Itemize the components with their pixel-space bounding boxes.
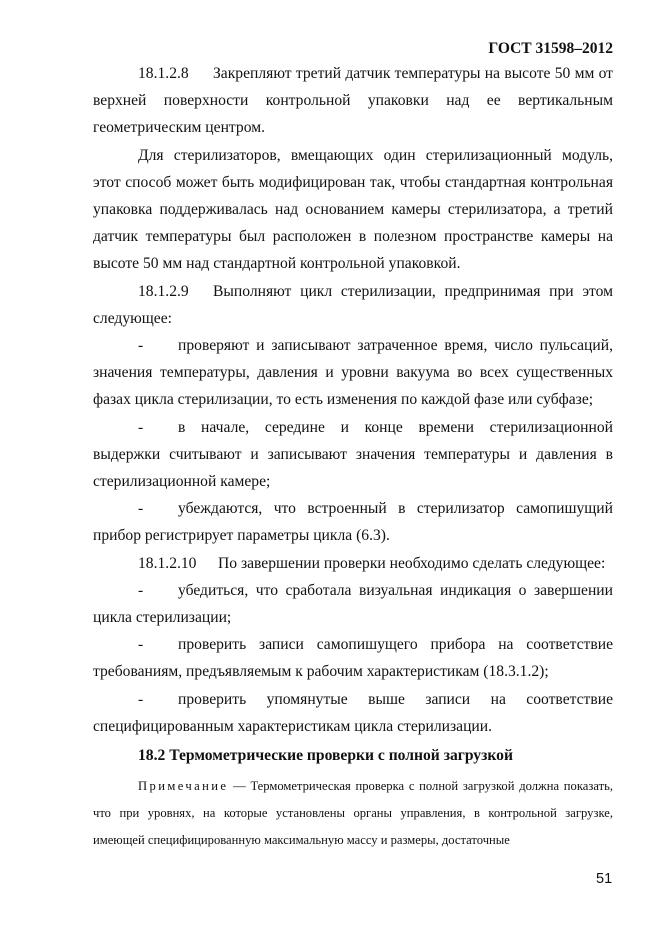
clause-number: 18.1.2.8 (138, 65, 189, 82)
note-paragraph (93, 773, 613, 853)
paragraph-18-1-2-10 (93, 550, 613, 577)
list-item-text: в начале, середине и конце времени стерилизационной выдержки считывают и записывают значения температуры и давления в стерилизационной камере; (93, 418, 613, 491)
paragraph-text: Закрепляют третий датчик температуры на высоте 50 мм от верхней поверхности контрольной упаковки над ее вертикальным геометрическим центром. (93, 65, 613, 137)
list-item (93, 495, 613, 549)
paragraph-single-module (93, 142, 613, 278)
list-item-text: проверить упомянутые выше записи на соответствие специфицированным характеристикам цикла стерилизации. (93, 690, 613, 735)
paragraph-text: По завершении проверки необходимо сделать следующее: (218, 554, 606, 572)
note-dash: — (233, 779, 246, 794)
list-item (93, 332, 613, 414)
list-item (93, 414, 613, 496)
paragraph-text: Выполняют цикл стерилизации, предпринимая при этом следующее: (93, 282, 613, 327)
list-item (93, 631, 613, 685)
list-item-text: проверить записи самопишущего прибора на соответствие требованиям, предъявляемым к рабочим характеристикам (18.3.1.2); (93, 636, 613, 681)
paragraph-text: Для стерилизаторов, вмещающих один стерилизационный модуль, этот способ может быть модифицирован так, чтобы стандартная контрольная упаковка поддерживалась над основанием камеры стерилизатора, а третий датчик температуры был расположен в полезном пространстве камеры на высоте 50 мм над стандартной контрольной упаковкой. (93, 146, 613, 273)
clause-number: 18.1.2.9 (138, 282, 189, 300)
paragraph-18-1-2-9 (93, 278, 613, 332)
page-number: 51 (596, 871, 613, 887)
list-dash: - (138, 500, 144, 518)
list-item-text: убеждаются, что встроенный в стерилизатор самопишущий прибор регистрирует параметры цикла (6.3). (93, 500, 613, 545)
list-dash: - (138, 337, 144, 355)
list-dash: - (138, 690, 144, 708)
list-item-text: проверяют и записывают затраченное время, число пульсаций, значения температуры, давления и уровни вакуума во всех существенных фазах цикла стерилизации, то есть изменения по каждой фазе или субфазе; (93, 337, 613, 409)
clause-number: 18.1.2.10 (138, 554, 197, 572)
note-label: Примечание (138, 779, 229, 794)
list-item-text: убедиться, что сработала визуальная индикация о завершении цикла стерилизации; (93, 581, 613, 627)
list-item (93, 686, 613, 740)
section-heading: 18.2 Термометрические проверки с полной загрузкой (138, 747, 513, 765)
list-dash: - (138, 636, 144, 654)
list-dash: - (138, 418, 144, 436)
paragraph-18-1-2-8 (93, 60, 613, 142)
note-text: Термометрическая проверка с полной загрузкой должна показать, что при уровнях, на которые установлены органы управления, в контрольной загрузке, имеющей специфицированную максимальную массу и размеры, достаточные (93, 779, 613, 847)
standard-header: ГОСТ 31598–2012 (488, 40, 613, 57)
page-content (93, 60, 613, 854)
list-dash: - (138, 581, 144, 599)
list-item (93, 577, 613, 631)
